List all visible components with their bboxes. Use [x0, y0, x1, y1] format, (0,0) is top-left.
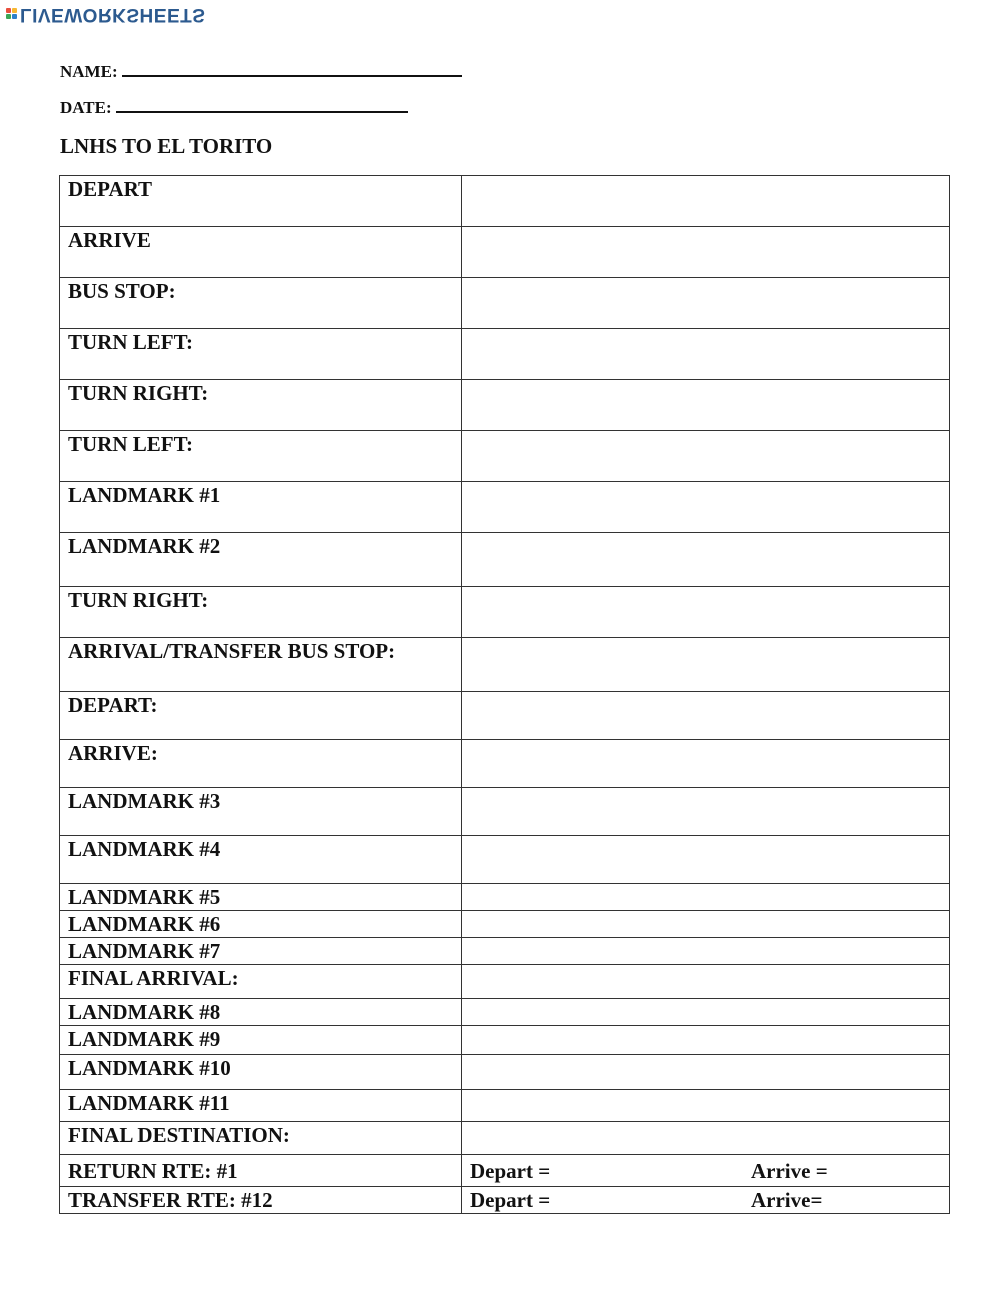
answer-cell[interactable]	[462, 999, 950, 1026]
route-table	[59, 175, 950, 1214]
table-row	[60, 638, 950, 692]
table-row	[60, 884, 950, 911]
table-row	[60, 329, 950, 380]
answer-cell[interactable]	[462, 431, 950, 482]
arrive-label: Arrive=	[751, 1188, 823, 1212]
row-label: LANDMARK #9	[60, 1026, 462, 1055]
row-label: TURN LEFT:	[60, 431, 462, 482]
answer-cell[interactable]	[462, 884, 950, 911]
table-row	[60, 431, 950, 482]
row-label: BUS STOP:	[60, 278, 462, 329]
date-label: DATE:	[60, 98, 112, 117]
logo-text: LIVEWORKSHEETS	[20, 4, 206, 25]
table-row	[60, 692, 950, 740]
return-row	[60, 1155, 950, 1187]
table-row	[60, 836, 950, 884]
row-label: LANDMARK #5	[60, 884, 462, 911]
table-row	[60, 965, 950, 999]
answer-cell[interactable]	[462, 278, 950, 329]
table-row	[60, 1055, 950, 1090]
table-row	[60, 278, 950, 329]
answer-cell[interactable]	[462, 1055, 950, 1090]
name-blank-line[interactable]	[122, 60, 462, 77]
table-row	[60, 999, 950, 1026]
row-label: ARRIVAL/TRANSFER BUS STOP:	[60, 638, 462, 692]
answer-cell[interactable]	[462, 692, 950, 740]
row-label: FINAL ARRIVAL:	[60, 965, 462, 999]
row-label: LANDMARK #6	[60, 911, 462, 938]
row-label: LANDMARK #8	[60, 999, 462, 1026]
answer-cell[interactable]	[462, 533, 950, 587]
answer-cell[interactable]	[462, 740, 950, 788]
answer-cell[interactable]	[462, 638, 950, 692]
answer-cell[interactable]	[462, 1122, 950, 1155]
date-field	[60, 96, 408, 118]
arrive-label: Arrive =	[751, 1158, 828, 1183]
table-row	[60, 740, 950, 788]
answer-cell[interactable]	[462, 176, 950, 227]
answer-cell[interactable]	[462, 911, 950, 938]
return-times-cell[interactable]	[462, 1155, 950, 1187]
page-title: LNHS TO EL TORITO	[60, 134, 273, 158]
depart-label: Depart =	[470, 1158, 551, 1183]
row-label: LANDMARK #3	[60, 788, 462, 836]
answer-cell[interactable]	[462, 329, 950, 380]
answer-cell[interactable]	[462, 1026, 950, 1055]
liveworksheets-logo	[6, 2, 205, 26]
row-label: TURN LEFT:	[60, 329, 462, 380]
row-label: LANDMARK #4	[60, 836, 462, 884]
row-label: TURN RIGHT:	[60, 380, 462, 431]
logo-mark-icon	[6, 9, 17, 20]
return-times-cell[interactable]	[462, 1187, 950, 1214]
return-row	[60, 1187, 950, 1214]
depart-label: Depart =	[470, 1188, 551, 1212]
table-row	[60, 482, 950, 533]
answer-cell[interactable]	[462, 482, 950, 533]
row-label: LANDMARK #1	[60, 482, 462, 533]
row-label: LANDMARK #2	[60, 533, 462, 587]
table-row	[60, 911, 950, 938]
answer-cell[interactable]	[462, 965, 950, 999]
row-label: DEPART	[60, 176, 462, 227]
table-row	[60, 1026, 950, 1055]
answer-cell[interactable]	[462, 587, 950, 638]
return-row-label: RETURN RTE: #1	[60, 1155, 462, 1187]
row-label: DEPART:	[60, 692, 462, 740]
table-row	[60, 380, 950, 431]
answer-cell[interactable]	[462, 938, 950, 965]
row-label: LANDMARK #11	[60, 1090, 462, 1122]
table-row	[60, 533, 950, 587]
row-label: ARRIVE:	[60, 740, 462, 788]
row-label: TURN RIGHT:	[60, 587, 462, 638]
answer-cell[interactable]	[462, 1090, 950, 1122]
date-blank-line[interactable]	[116, 96, 408, 113]
name-field	[60, 60, 462, 82]
answer-cell[interactable]	[462, 227, 950, 278]
return-row-label: TRANSFER RTE: #12	[60, 1187, 462, 1214]
table-row	[60, 938, 950, 965]
answer-cell[interactable]	[462, 836, 950, 884]
row-label: FINAL DESTINATION:	[60, 1122, 462, 1155]
answer-cell[interactable]	[462, 380, 950, 431]
name-label: NAME:	[60, 62, 118, 81]
row-label: LANDMARK #7	[60, 938, 462, 965]
row-label: LANDMARK #10	[60, 1055, 462, 1090]
table-row	[60, 587, 950, 638]
table-row	[60, 1090, 950, 1122]
answer-cell[interactable]	[462, 788, 950, 836]
table-row	[60, 227, 950, 278]
table-row	[60, 176, 950, 227]
table-row	[60, 1122, 950, 1155]
table-row	[60, 788, 950, 836]
row-label: ARRIVE	[60, 227, 462, 278]
